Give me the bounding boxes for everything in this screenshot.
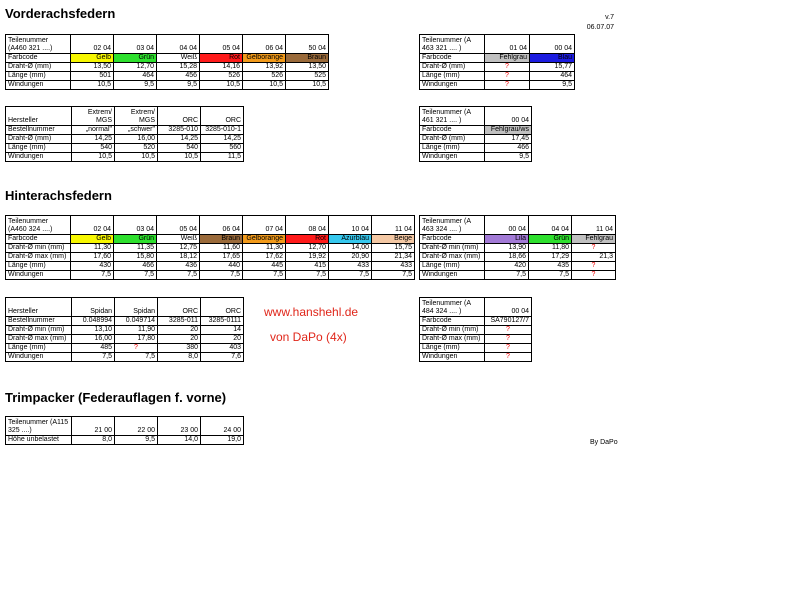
section-title-front: Vorderachsfedern	[5, 6, 116, 21]
cell: 23 00	[158, 417, 201, 436]
cell: 485	[72, 344, 115, 353]
cell: 14,25	[72, 135, 115, 144]
cell: Teilenummer (A460 324 ....)	[6, 216, 71, 235]
table-row	[420, 253, 616, 262]
cell: Windungen	[420, 81, 485, 90]
table-row	[6, 144, 244, 153]
cell: 11,80	[529, 244, 572, 253]
cell: 14,16	[200, 63, 243, 72]
cell: 00 04	[530, 35, 575, 54]
cell: 380	[158, 344, 201, 353]
cell: Teilenummer (A 484 324 .... )	[420, 298, 485, 317]
cell: 7,5	[72, 353, 115, 362]
table-row	[6, 126, 244, 135]
cell: 20	[201, 335, 244, 344]
cell: 466	[485, 144, 532, 153]
cell: 403	[201, 344, 244, 353]
farbcode-row	[6, 54, 329, 63]
cell: 20	[158, 326, 201, 335]
cell: 13,10	[72, 326, 115, 335]
cell: 456	[157, 72, 200, 81]
cell: 436	[157, 262, 200, 271]
version-label: v.7	[605, 14, 614, 21]
cell: 7,6	[201, 353, 244, 362]
cell: 18,12	[157, 253, 200, 262]
table-row	[420, 344, 532, 353]
cell: 05 04	[200, 35, 243, 54]
cell: 8,0	[158, 353, 201, 362]
cell: Teilenummer (A 461 321 .... )	[420, 107, 485, 126]
cell: ORC	[158, 107, 201, 126]
cell: Länge (mm)	[420, 344, 485, 353]
color-cell: Gelborange	[243, 235, 286, 244]
cell: 540	[158, 144, 201, 153]
cell: 526	[243, 72, 286, 81]
cell: 11,30	[71, 244, 114, 253]
cell: 0.049714	[115, 317, 158, 326]
color-cell: Lila	[485, 235, 529, 244]
cell: 9,5	[157, 81, 200, 90]
cell: Draht-Ø (mm)	[6, 63, 71, 72]
table-trim	[5, 416, 244, 445]
cell: 7,5	[243, 271, 286, 280]
cell: Höhe unbelastet	[6, 436, 72, 445]
cell: ?	[485, 335, 532, 344]
cell: 06 04	[200, 216, 243, 235]
cell: 15,80	[114, 253, 157, 262]
byline: By DaPo	[590, 439, 618, 446]
table-row	[6, 317, 244, 326]
cell: 11,60	[200, 244, 243, 253]
table-row	[6, 344, 244, 353]
color-cell: Fehlgrau	[485, 54, 530, 63]
date-label: 06.07.07	[586, 24, 614, 31]
color-cell: Grün	[114, 235, 157, 244]
cell: 14,0	[158, 436, 201, 445]
cell: 9,5	[485, 153, 532, 162]
cell: 7,5	[529, 271, 572, 280]
cell: Teilenummer (A 463 321 .... )	[420, 35, 485, 54]
table-row	[6, 135, 244, 144]
cell: 3285-010-1	[201, 126, 244, 135]
cell: 445	[243, 262, 286, 271]
cell: Draht-Ø (mm)	[6, 135, 72, 144]
table-row	[420, 81, 575, 90]
cell: 07 04	[243, 216, 286, 235]
cell: 00 04	[485, 107, 532, 126]
cell: Windungen	[6, 271, 71, 280]
cell: Draht-Ø max (mm)	[420, 253, 485, 262]
table-front-main	[5, 34, 329, 90]
color-cell: Braun	[200, 235, 243, 244]
color-cell: Braun	[286, 54, 329, 63]
cell: 560	[201, 144, 244, 153]
cell: Windungen	[6, 353, 72, 362]
cell: 24 00	[201, 417, 244, 436]
cell: 9,5	[114, 81, 157, 90]
cell: Teilenummer (A 463 324 .... )	[420, 216, 485, 235]
table-rear-484	[419, 297, 532, 362]
author-credit: von DaPo (4x)	[270, 330, 347, 344]
cell: Extrem/ MGS	[115, 107, 158, 126]
table-row	[6, 153, 244, 162]
cell: 01 04	[485, 35, 530, 54]
table-front-461	[419, 106, 532, 162]
table-row	[420, 244, 616, 253]
color-cell: Rot	[286, 235, 329, 244]
cell: ORC	[201, 107, 244, 126]
cell: 8,0	[72, 436, 115, 445]
cell: 464	[530, 72, 575, 81]
table-row	[420, 72, 575, 81]
cell: 03 04	[114, 35, 157, 54]
cell: 10,5	[200, 81, 243, 90]
cell: 17,80	[115, 335, 158, 344]
color-cell: Weiß	[157, 235, 200, 244]
cell: 10,5	[158, 153, 201, 162]
table-rear-aftermarket	[5, 297, 244, 362]
cell: 415	[286, 262, 329, 271]
cell: 06 04	[243, 35, 286, 54]
color-cell: Grün	[529, 235, 572, 244]
cell: 15,77	[530, 63, 575, 72]
cell: ?	[485, 326, 532, 335]
cell: Länge (mm)	[420, 262, 485, 271]
color-cell: Gelb	[71, 54, 114, 63]
cell: 17,65	[200, 253, 243, 262]
cell: 16,00	[72, 335, 115, 344]
cell: 10,5	[72, 153, 115, 162]
cell: 19,0	[201, 436, 244, 445]
cell: „schwer"	[115, 126, 158, 135]
cell: 13,50	[286, 63, 329, 72]
cell: 14,25	[201, 135, 244, 144]
cell: SA790127/7	[485, 317, 532, 326]
cell: 11,90	[115, 326, 158, 335]
cell: Länge (mm)	[6, 72, 71, 81]
table-rear-463	[419, 215, 616, 280]
cell: „normal"	[72, 126, 115, 135]
color-cell: Weiß	[157, 54, 200, 63]
cell: 05 04	[157, 216, 200, 235]
cell: Länge (mm)	[6, 262, 71, 271]
cell: 11,5	[201, 153, 244, 162]
cell: 17,60	[71, 253, 114, 262]
cell: ?	[572, 271, 616, 280]
cell: 04 04	[157, 35, 200, 54]
cell: Draht-Ø max (mm)	[6, 253, 71, 262]
cell: 10,5	[286, 81, 329, 90]
table-row	[6, 72, 329, 81]
table-row	[420, 271, 616, 280]
cell: 526	[200, 72, 243, 81]
cell: 13,50	[71, 63, 114, 72]
cell: Spidan	[72, 298, 115, 317]
cell: 3285-0111	[201, 317, 244, 326]
cell: Spidan	[115, 298, 158, 317]
farbcode-row	[420, 126, 532, 135]
cell: 7,5	[157, 271, 200, 280]
table-row	[420, 317, 532, 326]
cell: 21,3	[572, 253, 616, 262]
cell: 540	[72, 144, 115, 153]
website-link[interactable]: www.hanshehl.de	[264, 305, 359, 319]
cell: 15,75	[372, 244, 415, 253]
cell: Farbcode	[420, 54, 485, 63]
cell: 464	[114, 72, 157, 81]
cell: Länge (mm)	[6, 144, 72, 153]
cell: 0.048994	[72, 317, 115, 326]
cell: Windungen	[420, 153, 485, 162]
cell: Windungen	[6, 153, 72, 162]
table-header-row	[6, 35, 329, 54]
cell: ?	[485, 81, 530, 90]
table-row	[6, 326, 244, 335]
table-row	[6, 436, 244, 445]
table-front-463	[419, 34, 575, 90]
cell: Windungen	[420, 353, 485, 362]
table-header-row	[420, 107, 532, 126]
cell: Draht-Ø max (mm)	[420, 335, 485, 344]
cell: Farbcode	[6, 235, 71, 244]
table-row	[420, 153, 532, 162]
color-cell: Rot	[200, 54, 243, 63]
cell: 17,45	[485, 135, 532, 144]
table-row	[420, 326, 532, 335]
cell: 13,90	[485, 244, 529, 253]
color-cell: Azurblau	[329, 235, 372, 244]
color-cell: Grün	[114, 54, 157, 63]
cell: 7,5	[114, 271, 157, 280]
color-cell: Beige	[372, 235, 415, 244]
cell: 11 04	[572, 216, 616, 235]
cell: 08 04	[286, 216, 329, 235]
cell: 3285-010	[158, 126, 201, 135]
table-header-row	[420, 35, 575, 54]
table-header-row	[6, 298, 244, 317]
cell: 10,5	[115, 153, 158, 162]
cell: 520	[115, 144, 158, 153]
cell: Länge (mm)	[420, 72, 485, 81]
cell: ?	[572, 244, 616, 253]
cell: Extrem/ MGS	[72, 107, 115, 126]
cell: 14	[201, 326, 244, 335]
cell: 00 04	[485, 298, 532, 317]
cell: 501	[71, 72, 114, 81]
cell: 7,5	[71, 271, 114, 280]
cell: Draht-Ø (mm)	[420, 135, 485, 144]
color-cell: Gelb	[71, 235, 114, 244]
farbcode-row	[420, 54, 575, 63]
cell: ?	[485, 72, 530, 81]
table-row	[6, 353, 244, 362]
cell: 7,5	[200, 271, 243, 280]
cell: 12,75	[157, 244, 200, 253]
cell: 9,5	[530, 81, 575, 90]
cell: 12,70	[114, 63, 157, 72]
cell: 525	[286, 72, 329, 81]
cell: Teilenummer (A460 321 ....)	[6, 35, 71, 54]
table-front-aftermarket	[5, 106, 244, 162]
cell: Draht-Ø min (mm)	[420, 326, 485, 335]
cell: 433	[329, 262, 372, 271]
table-row	[420, 335, 532, 344]
cell: Länge (mm)	[6, 344, 72, 353]
table-row	[6, 244, 415, 253]
farbcode-row	[6, 235, 415, 244]
cell: Farbcode	[420, 126, 485, 135]
cell: 7,5	[372, 271, 415, 280]
cell: 02 04	[71, 216, 114, 235]
cell: Windungen	[420, 271, 485, 280]
cell: 433	[372, 262, 415, 271]
cell: 03 04	[114, 216, 157, 235]
cell: 20,90	[329, 253, 372, 262]
cell: 15,28	[157, 63, 200, 72]
cell: ?	[485, 344, 532, 353]
table-header-row	[6, 216, 415, 235]
cell: 12,70	[286, 244, 329, 253]
table-row	[6, 63, 329, 72]
cell: Windungen	[6, 81, 71, 90]
cell: 7,5	[286, 271, 329, 280]
table-row	[420, 144, 532, 153]
color-cell: Gelborange	[243, 54, 286, 63]
cell: ?	[485, 353, 532, 362]
table-row	[420, 135, 532, 144]
cell: ?	[485, 63, 530, 72]
cell: 7,5	[115, 353, 158, 362]
table-header-row	[420, 216, 616, 235]
cell: 17,62	[243, 253, 286, 262]
cell: 7,5	[329, 271, 372, 280]
table-row	[6, 253, 415, 262]
cell: 3285-011	[158, 317, 201, 326]
cell: 04 04	[529, 216, 572, 235]
table-row	[420, 262, 616, 271]
cell: Draht-Ø (mm)	[420, 63, 485, 72]
cell: Farbcode	[6, 54, 71, 63]
cell: 466	[114, 262, 157, 271]
cell: 00 04	[485, 216, 529, 235]
cell: 14,00	[329, 244, 372, 253]
table-row	[6, 271, 415, 280]
cell: 10 04	[329, 216, 372, 235]
cell: 13,92	[243, 63, 286, 72]
cell: 14,25	[158, 135, 201, 144]
cell: 20	[158, 335, 201, 344]
cell: ?	[115, 344, 158, 353]
cell: 18,66	[485, 253, 529, 262]
color-cell: Blau	[530, 54, 575, 63]
cell: Länge (mm)	[420, 144, 485, 153]
farbcode-row	[420, 235, 616, 244]
color-cell: Fehlgrau/ws	[485, 126, 532, 135]
cell: 21 00	[72, 417, 115, 436]
table-header-row	[6, 107, 244, 126]
cell: Draht-Ø min (mm)	[6, 244, 71, 253]
cell: 420	[485, 262, 529, 271]
cell: 11 04	[372, 216, 415, 235]
cell: 435	[529, 262, 572, 271]
cell: Draht-Ø min (mm)	[420, 244, 485, 253]
cell: Hersteller	[6, 298, 72, 317]
table-row	[420, 63, 575, 72]
cell: Hersteller	[6, 107, 72, 126]
cell: 430	[71, 262, 114, 271]
cell: 7,5	[485, 271, 529, 280]
table-row	[6, 262, 415, 271]
cell: Draht-Ø min (mm)	[6, 326, 72, 335]
cell: 16,00	[115, 135, 158, 144]
cell: ORC	[158, 298, 201, 317]
cell: Bestellnummer	[6, 126, 72, 135]
cell: Farbcode	[420, 235, 485, 244]
table-header-row	[6, 417, 244, 436]
cell: 17,29	[529, 253, 572, 262]
cell: ORC	[201, 298, 244, 317]
table-row	[6, 81, 329, 90]
cell: 19,92	[286, 253, 329, 262]
cell: 9,5	[115, 436, 158, 445]
cell: 50 04	[286, 35, 329, 54]
table-row	[420, 353, 532, 362]
cell: ?	[572, 262, 616, 271]
cell: Bestellnummer	[6, 317, 72, 326]
cell: 02 04	[71, 35, 114, 54]
cell: Draht-Ø max (mm)	[6, 335, 72, 344]
cell: 21,34	[372, 253, 415, 262]
cell: 10,5	[243, 81, 286, 90]
table-row	[6, 335, 244, 344]
table-rear-main	[5, 215, 415, 280]
cell: Farbcode	[420, 317, 485, 326]
cell: 11,30	[243, 244, 286, 253]
table-header-row	[420, 298, 532, 317]
section-title-rear: Hinterachsfedern	[5, 188, 112, 203]
cell: Teilenummer (A115 325 ....)	[6, 417, 72, 436]
color-cell: Fehlgrau	[572, 235, 616, 244]
cell: 11,35	[114, 244, 157, 253]
cell: 22 00	[115, 417, 158, 436]
cell: 440	[200, 262, 243, 271]
cell: 10,5	[71, 81, 114, 90]
section-title-trim: Trimpacker (Federauflagen f. vorne)	[5, 390, 227, 405]
